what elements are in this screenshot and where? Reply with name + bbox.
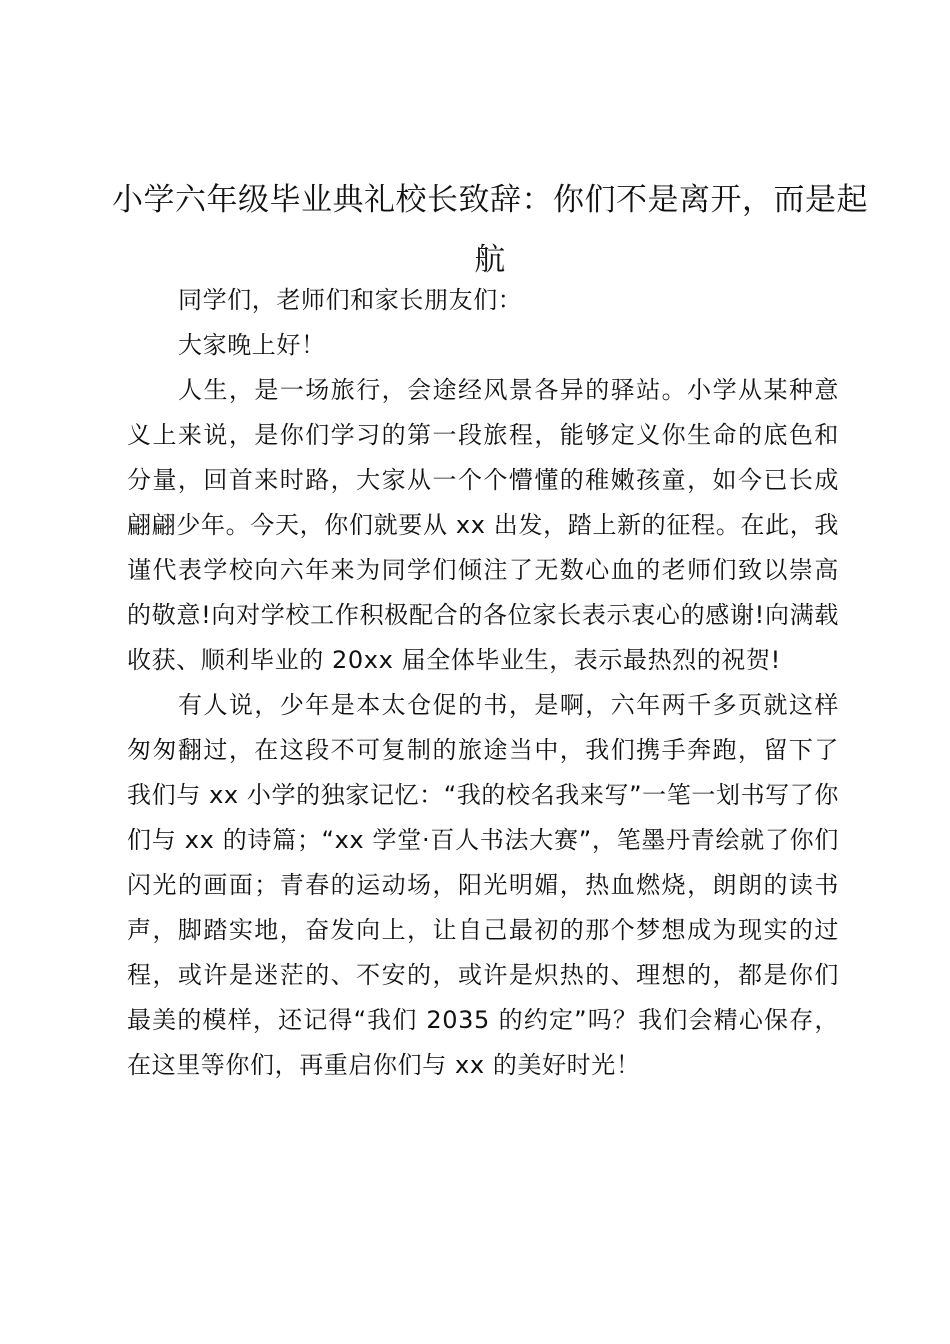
body-paragraph: 人生，是一场旅行，会途经风景各异的驿站。小学从某种意义上来说，是你们学习的第一段旅程，能够定义你生命的底色和分量，回首来时路，大家从一个个懵懂的稚嫩孩童，如今已长成翩翩少年。今天，你们就要从 xx 出发，踏上新的征程。在此，我谨代表学校向六年来为同学们倾注了无数心血的老师们致以崇高的敬意!向对学校工作积极配合的各位家长表示衷心的感谢!向满载收获、顺利毕业的 20xx 届全体毕业生，表示最热烈的祝贺! [127, 376, 839, 674]
greeting-paragraph: 大家晚上好！ [178, 331, 326, 359]
salutation-paragraph: 同学们，老师们和家长朋友们： [178, 286, 523, 314]
document-title: 小学六年级毕业典礼校长致辞：你们不是离开，而是起航 [112, 182, 868, 278]
document-body [127, 278, 839, 1088]
body-paragraph: 有人说，少年是本太仓促的书，是啊，六年两千多页就这样匆匆翻过，在这段不可复制的旅途当中，我们携手奔跑，留下了我们与 xx 小学的独家记忆：“我的校名我来写”一笔一划书写了你们与 xx 的诗篇；“xx 学堂·百人书法大赛”，笔墨丹青绘就了你们闪光的画面；青春的运动场，阳光明媚，热血燃烧，朗朗的读书声，脚踏实地，奋发向上，让自己最初的那个梦想成为现实的过程，或许是迷茫的、不安的，或许是炽热的、理想的，都是你们最美的模样，还记得“我们 2035 的约定”吗？我们会精心保存，在这里等你们，再重启你们与 xx 的美好时光！ [127, 691, 839, 1079]
